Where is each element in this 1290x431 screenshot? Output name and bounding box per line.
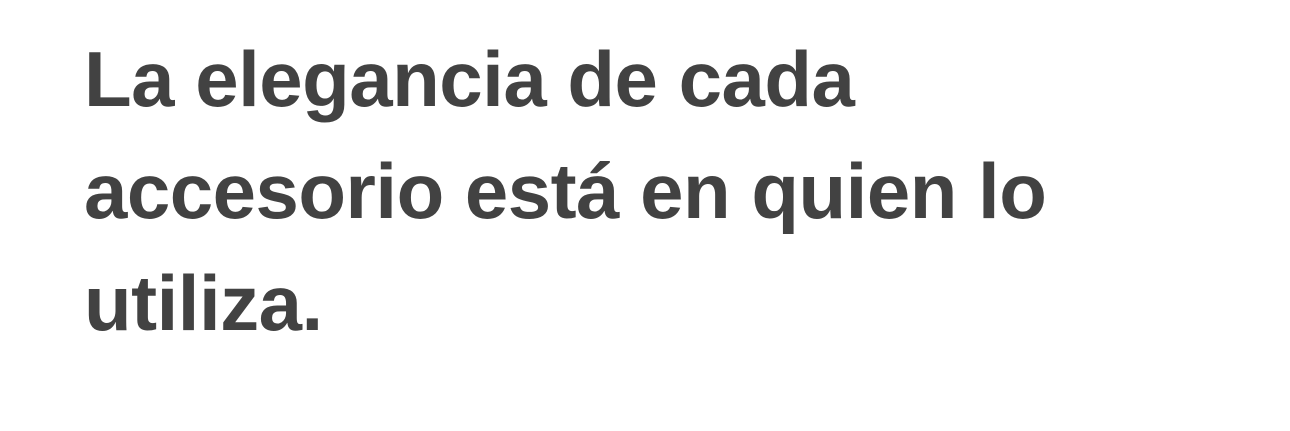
headline-line-2: accesorio está en quien lo <box>84 147 1047 235</box>
headline-line-1: La elegancia de cada <box>84 35 855 123</box>
headline <box>84 23 1204 359</box>
headline-line-3: utiliza. <box>84 259 323 347</box>
